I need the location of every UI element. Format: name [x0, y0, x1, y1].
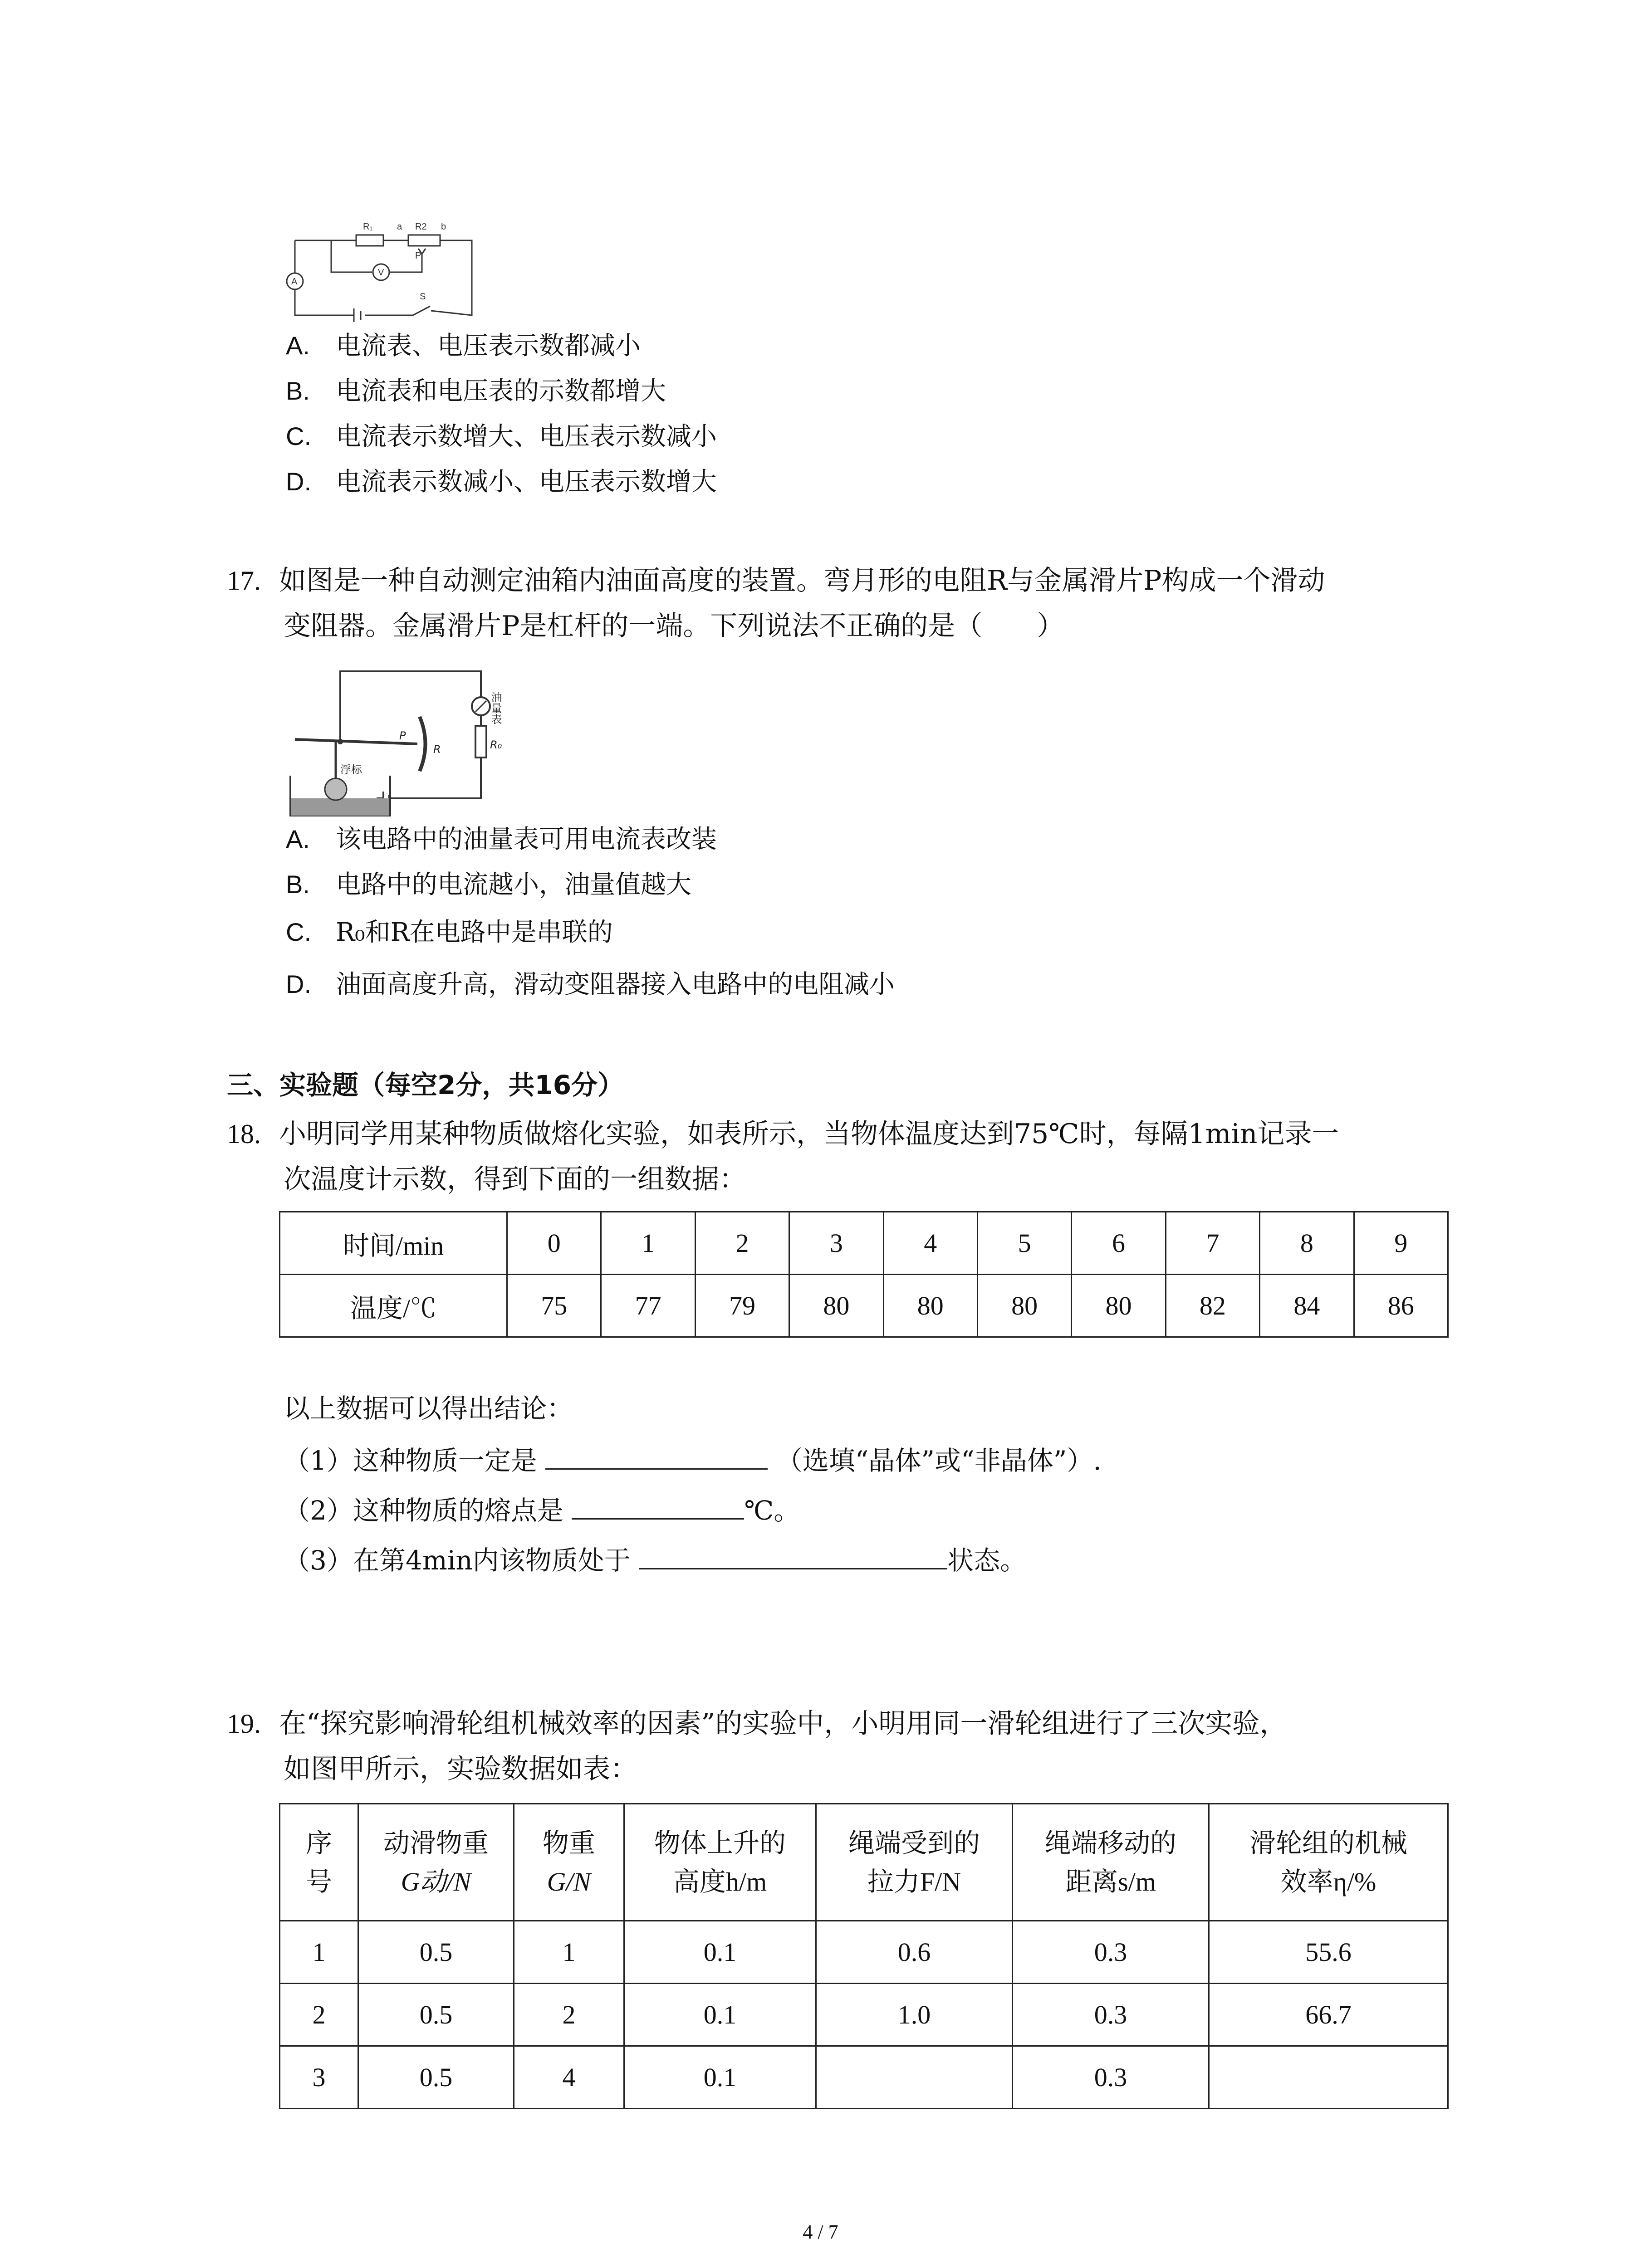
table-cell: 3 [789, 1212, 883, 1275]
q19-stem-line2: 如图甲所示，实验数据如表： [284, 1753, 637, 1785]
table-cell: 55.6 [1209, 1921, 1448, 1984]
q18-sub1: （1）这种物质一定是 （选填“晶体”或“非晶体”）. [284, 1440, 1102, 1481]
table-cell: 0.3 [1013, 1921, 1209, 1984]
header-cell: 绳端受到的 拉力F/N [816, 1804, 1013, 1921]
q17-option-b[interactable]: B. 电路中的电流越小，油量值越大 [286, 870, 691, 899]
table-cell: 8 [1260, 1212, 1354, 1275]
answer-blank-2[interactable] [572, 1491, 744, 1520]
table-header-row [280, 1804, 1448, 1921]
q19-stem-line1: 19. 在“探究影响滑轮组机械效率的因素”的实验中，小明用同一滑轮组进行了三次实验， [227, 1708, 1287, 1740]
float-icon [325, 778, 347, 800]
table-row [280, 1212, 1448, 1275]
table-row [280, 1984, 1448, 2046]
voltmeter-label: V [378, 268, 384, 278]
answer-blank-3[interactable] [639, 1541, 947, 1569]
row-label-time: 时间/min [280, 1212, 507, 1275]
float-label: 浮标 [340, 763, 362, 776]
table-cell: 0.5 [358, 1921, 514, 1984]
table-cell: 80 [883, 1275, 977, 1337]
table-cell: 0.5 [358, 2046, 514, 2109]
table-cell: 79 [695, 1275, 789, 1337]
table-cell: 0.1 [624, 1921, 816, 1984]
table-row [280, 2046, 1448, 2109]
table-cell: 7 [1166, 1212, 1259, 1275]
table-cell: 80 [1072, 1275, 1166, 1337]
table-cell: 2 [514, 1984, 624, 2046]
table-cell: 9 [1354, 1212, 1448, 1275]
table-cell: 66.7 [1209, 1984, 1448, 2046]
table-cell: 3 [280, 2046, 358, 2109]
section-heading: 三、实验题（每空2分，共16分） [227, 1070, 624, 1100]
table-cell: 86 [1354, 1275, 1448, 1337]
r2-label: R2 [415, 222, 427, 232]
r-label: R [433, 743, 441, 756]
q17-oil-gauge-figure [286, 662, 540, 816]
table-cell: 0.6 [816, 1921, 1013, 1984]
s-label: S [420, 292, 426, 302]
q18-sub3: （3）在第4min内该物质处于 状态。 [284, 1540, 1026, 1581]
table-cell: 1 [601, 1212, 695, 1275]
r1-label: R₁ [363, 222, 373, 232]
b-label: b [441, 222, 446, 232]
q16-option-c[interactable]: C. 电流表示数增大、电压表示数减小 [286, 422, 717, 451]
oil-meter-label: 油量表 [489, 692, 502, 724]
table-row [280, 1921, 1448, 1984]
answer-cell-efficiency[interactable] [1209, 2046, 1448, 2109]
table-cell: 77 [601, 1275, 695, 1337]
page-number: 4 / 7 [803, 2221, 838, 2243]
q17-option-c[interactable]: C. R₀和R在电路中是串联的 [286, 918, 613, 947]
q18-conclusion: 以上数据可以得出结论： [284, 1393, 573, 1424]
table-cell: 0.3 [1013, 1984, 1209, 2046]
table-cell: 0.1 [624, 1984, 816, 2046]
q17-stem-line2: 变阻器。金属滑片P是杠杆的一端。下列说法不正确的是（ ） [284, 610, 1064, 642]
table-cell: 80 [789, 1275, 883, 1337]
table-row [280, 1275, 1448, 1337]
table-cell: 84 [1260, 1275, 1354, 1337]
table-cell: 0.1 [624, 2046, 816, 2109]
r0-label: R₀ [490, 738, 502, 751]
table-cell: 5 [977, 1212, 1071, 1275]
q18-sub2: （2）这种物质的熔点是 ℃。 [284, 1490, 800, 1531]
answer-cell-pull-force[interactable] [816, 2046, 1013, 2109]
table-cell: 4 [514, 2046, 624, 2109]
header-cell: 滑轮组的机械 效率η/% [1209, 1804, 1448, 1921]
a-label: a [397, 222, 402, 232]
table-cell: 0.3 [1013, 2046, 1209, 2109]
header-cell: 动滑物重 G动/N [358, 1804, 514, 1921]
q17-stem-line1: 17. 如图是一种自动测定油箱内油面高度的装置。弯月形的电阻R与金属滑片P构成一个滑动 [227, 565, 1325, 596]
q19-data-table [279, 1803, 1449, 2109]
table-cell: 0 [507, 1212, 601, 1275]
header-cell: 绳端移动的 距离s/m [1013, 1804, 1209, 1921]
table-cell: 2 [695, 1212, 789, 1275]
p-label: P [399, 729, 406, 742]
table-cell: 4 [883, 1212, 977, 1275]
table-cell: 0.5 [358, 1984, 514, 2046]
q17-option-a[interactable]: A. 该电路中的油量表可用电流表改装 [286, 825, 717, 854]
table-cell: 2 [280, 1984, 358, 2046]
header-cell: 物重 G/N [514, 1804, 624, 1921]
q16-circuit-figure [277, 213, 485, 322]
table-cell: 1.0 [816, 1984, 1013, 2046]
q16-option-a[interactable]: A. 电流表、电压表示数都减小 [286, 331, 641, 361]
header-cell: 序 号 [280, 1804, 358, 1921]
q17-option-d[interactable]: D. 油面高度升高，滑动变阻器接入电路中的电阻减小 [286, 970, 895, 999]
table-cell: 1 [514, 1921, 624, 1984]
table-cell: 75 [507, 1275, 601, 1337]
row-label-temp: 温度/℃ [280, 1275, 507, 1337]
table-cell: 1 [280, 1921, 358, 1984]
q18-data-table [279, 1211, 1449, 1338]
q16-option-b[interactable]: B. 电流表和电压表的示数都增大 [286, 376, 666, 406]
answer-blank-1[interactable] [545, 1441, 768, 1470]
table-cell: 82 [1166, 1275, 1259, 1337]
table-cell: 80 [977, 1275, 1071, 1337]
header-cell: 物体上升的 高度h/m [624, 1804, 816, 1921]
q18-stem-line2: 次温度计示数，得到下面的一组数据： [284, 1163, 746, 1195]
q16-option-d[interactable]: D. 电流表示数减小、电压表示数增大 [286, 467, 717, 497]
p-label: P [415, 251, 421, 261]
ammeter-label: A [291, 277, 298, 287]
table-cell: 6 [1072, 1212, 1166, 1275]
q18-stem-line1: 18. 小明同学用某种物质做熔化实验，如表所示，当物体温度达到75℃时，每隔1min记录一 [227, 1118, 1339, 1150]
